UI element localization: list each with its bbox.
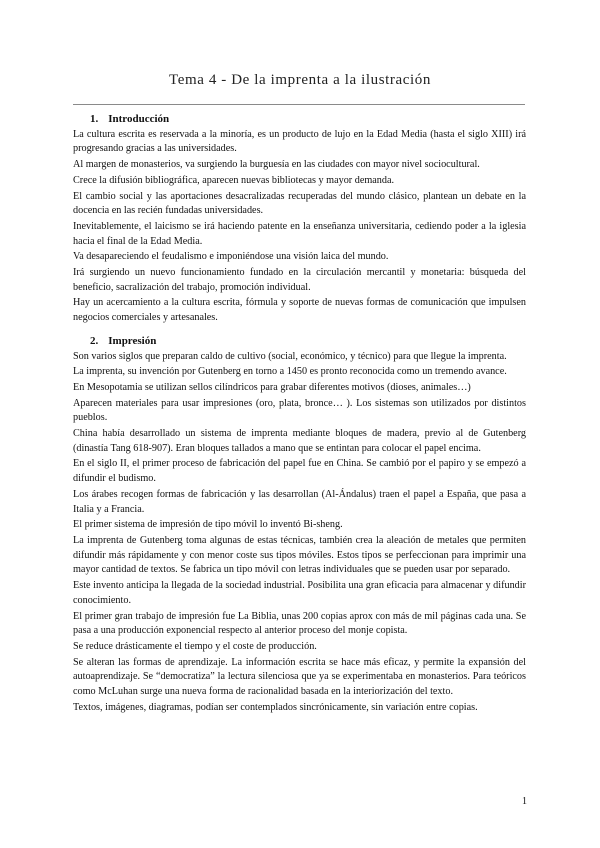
paragraph: El primer gran trabajo de impresión fue La Biblia, unas 200 copias aprox con más de mil páginas cada una. Se pasa a una producción exponencial respecto al anterior proceso del monje copista. xyxy=(73,610,526,637)
section-number: 1. xyxy=(90,113,99,125)
paragraph: Este invento anticipa la llegada de la sociedad industrial. Posibilita una gran eficacia para almacenar y difundir conocimiento. xyxy=(73,580,526,606)
section-heading-impresion xyxy=(90,334,526,349)
paragraph: Aparecen materiales para usar impresiones (oro, plata, bronce… ). Los sistemas son utilizados por distintos pueblos. xyxy=(73,397,526,424)
paragraph: China había desarrollado un sistema de imprenta mediante bloques de madera, previo al de Gutenberg (dinastía Tang 618-907). Eran bloques tallados a mano que se entintan para colocar el papel encima. xyxy=(73,428,526,454)
paragraph: Al margen de monasterios, va surgiendo la burguesía en las ciudades con mayor nivel sociocultural. xyxy=(73,159,480,171)
paragraph: La cultura escrita es reservada a la minoría, es un producto de lujo en la Edad Media (hasta el siglo XIII) irá progresando gracias a las universidades. xyxy=(73,128,526,155)
page-number: 1 xyxy=(522,796,527,807)
paragraph: Irá surgiendo un nuevo funcionamiento fundado en la circulación mercantil y monetaria: búsqueda del beneficio, sacralización del trabajo, promoción individual. xyxy=(73,267,526,293)
paragraph: En Mesopotamia se utilizan sellos cilíndricos para grabar diferentes motivos (dioses, animales…) xyxy=(73,381,471,393)
paragraph: Hay un acercamiento a la cultura escrita, fórmula y soporte de nuevas formas de comunicación que impulsen negocios comerciales y artesanales. xyxy=(73,297,526,324)
section-title: Introducción xyxy=(108,113,170,125)
paragraph: El cambio social y las aportaciones desacralizadas recuperadas del mundo clásico, plantean un debate en la docencia en las recién fundadas universidades. xyxy=(73,190,526,217)
paragraph: Inevitablemente, el laicismo se irá haciendo patente en la enseñanza universitaria, cediendo poder a la iglesia hacia el final de la Edad Media. xyxy=(73,220,526,247)
paragraph: Crece la difusión bibliográfica, aparecen nuevas bibliotecas y mayor demanda. xyxy=(73,174,395,186)
section-number: 2. xyxy=(90,334,99,347)
paragraph: Son varios siglos que preparan caldo de cultivo (social, económico, y técnico) para que llegue la imprenta. xyxy=(73,350,507,362)
paragraph: Se alteran las formas de aprendizaje. La información escrita se hace más eficaz, y permite la expansión del autoaprendizaje. Se “democratiza” la lectura silenciosa que ya se experimentaba en monasterios. Para teóricos como McLuhan surge una nueva forma de racionalidad basada en la interiorización del texto. xyxy=(73,656,526,698)
paragraph: Textos, imágenes, diagramas, podían ser contemplados sincrónicamente, sin variación entre copias. xyxy=(73,701,478,713)
paragraph: Los árabes recogen formas de fabricación y las desarrollan (Al-Ándalus) traen el papel a España, que pasa a Italia y a Francia. xyxy=(73,488,526,515)
title-divider xyxy=(73,104,525,105)
document-body xyxy=(73,112,526,716)
section-heading-introduccion xyxy=(90,112,526,127)
document-title: Tema 4 - De la imprenta a la ilustración xyxy=(168,72,432,88)
paragraph: La imprenta, su invención por Gutenberg en torno a 1450 es pronto reconocida como un tremendo avance. xyxy=(73,366,507,378)
paragraph: Se reduce drásticamente el tiempo y el coste de producción. xyxy=(73,640,317,652)
paragraph: En el siglo II, el primer proceso de fabricación del papel fue en China. Se cambió por el papiro y se empezó a difundir el budismo. xyxy=(73,458,526,485)
section-title: Impresión xyxy=(108,334,157,347)
paragraph: Va desapareciendo el feudalismo e imponiéndose una visión laica del mundo. xyxy=(73,251,389,263)
paragraph: La imprenta de Gutenberg toma algunas de estas técnicas, también crea la aleación de metales que permiten difundir más rápidamente y con menor coste sus tipos móviles. Estos tipos se perfeccionan para imprimir una mayor cantidad de textos. Se fabrica un tipo móvil con letras individuales que se pueden usar por separado. xyxy=(73,534,526,576)
paragraph: El primer sistema de impresión de tipo móvil lo inventó Bi-sheng. xyxy=(73,519,343,531)
